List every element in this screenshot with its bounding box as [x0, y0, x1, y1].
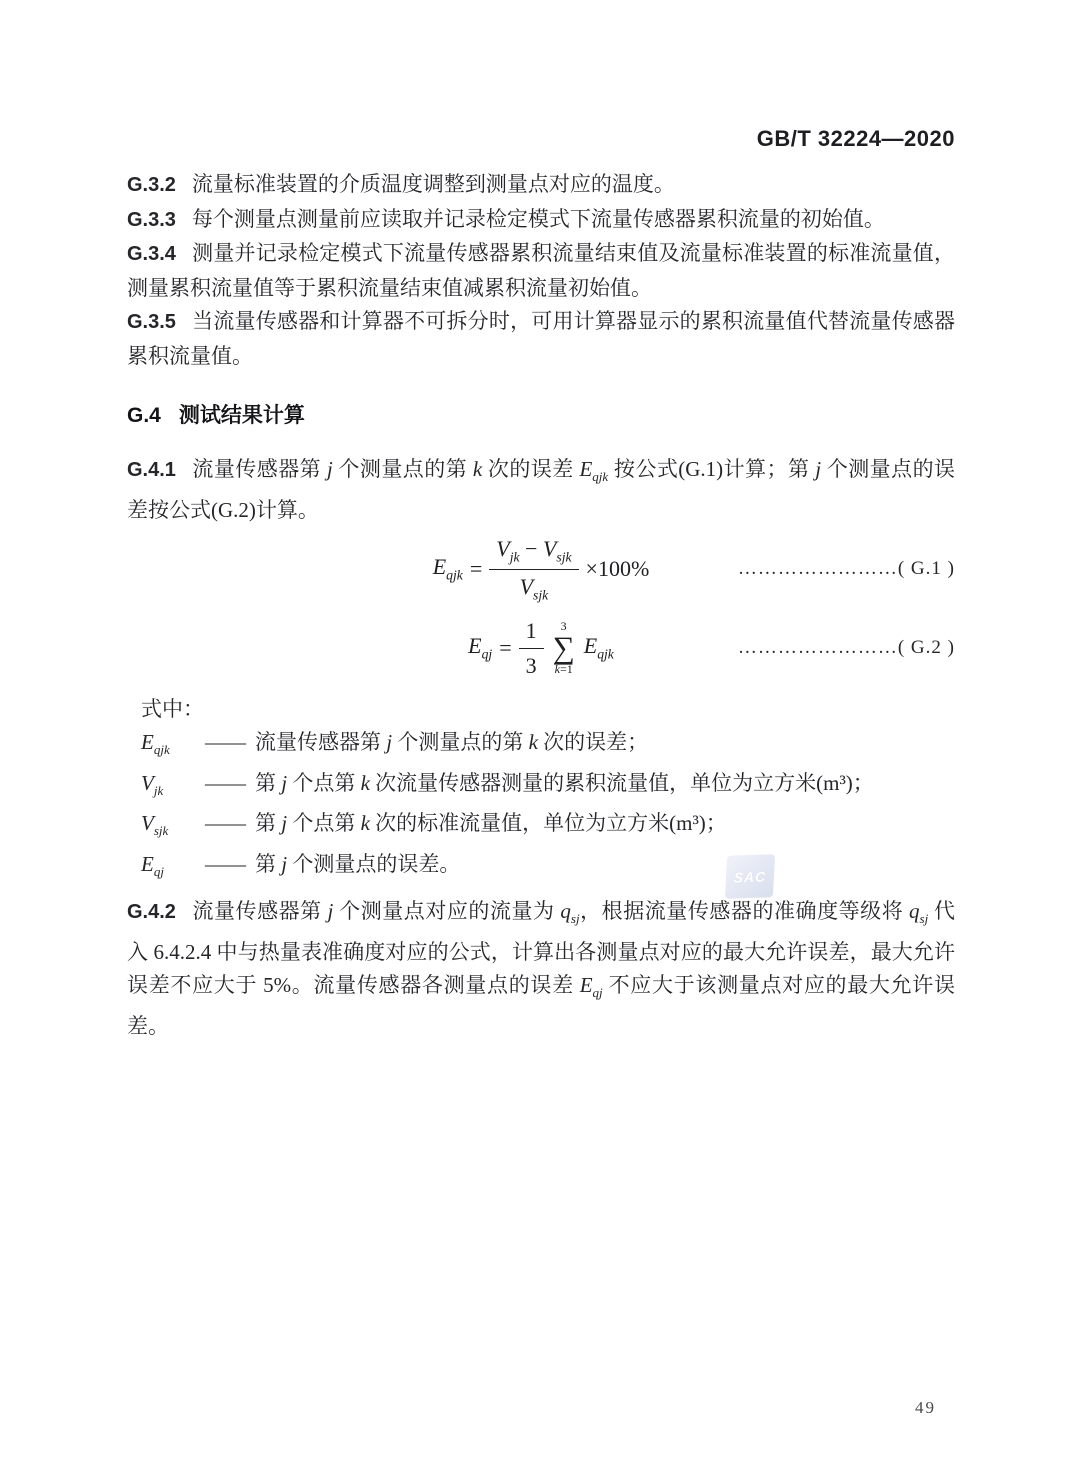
clause-text: 不应大于该测量点对应的最大允许误差。 [127, 973, 955, 1038]
definition-vjk [127, 767, 955, 808]
definition-eqjk [127, 726, 955, 767]
section-heading-g4 [127, 399, 955, 429]
var-E: E [432, 554, 447, 580]
definition-symbol [141, 726, 205, 767]
equals-sign: = [499, 635, 512, 661]
clause-g32 [127, 168, 955, 203]
clause-number: G.3.4 [127, 243, 176, 265]
definition-symbol [141, 807, 205, 848]
var-subscript: qjk [153, 742, 170, 758]
formula-g2-leader [738, 637, 955, 659]
sum-upper-bound: 3 [560, 619, 567, 634]
formula-g1-leader [738, 558, 955, 580]
where-label: 式中： [141, 697, 204, 722]
formula-g1-math [433, 535, 650, 603]
var-E: E [579, 457, 593, 481]
var-j: j [386, 730, 393, 755]
sac-watermark-label: SAC [733, 867, 767, 886]
var-j: j [326, 457, 333, 481]
sac-watermark-icon [725, 854, 775, 899]
var-subscript: sjk [533, 587, 549, 603]
clause-text: 按公式(G.1)计算；第 [608, 457, 816, 481]
var-subscript: qj [592, 985, 603, 1001]
standard-number-header: GB/T 32224—2020 [756, 126, 955, 151]
fraction [519, 617, 544, 679]
definition-text-part: 第 [255, 811, 282, 836]
definition-text-part: 流量传感器第 [255, 730, 387, 755]
var-E: E [141, 852, 154, 877]
clause-number: G.3.2 [127, 174, 176, 196]
equals-sign: = [469, 556, 483, 582]
dot-leader: …………………… [737, 637, 898, 659]
section-number: G.4 [127, 404, 161, 427]
sum-lower-bound [555, 663, 573, 676]
definition-text-part: 第 [255, 852, 282, 877]
fraction-denominator [489, 570, 578, 603]
definition-vsjk [127, 807, 955, 848]
definition-symbol [141, 767, 205, 808]
var-k: k [554, 661, 560, 676]
definition-text [255, 726, 955, 767]
formula-g1 [127, 535, 955, 603]
definition-eqj [127, 848, 955, 889]
clause-g41 [127, 453, 955, 527]
definition-dash: —— [205, 852, 245, 877]
var-subscript: qj [153, 864, 164, 880]
formula-g2 [127, 617, 955, 679]
definition-dash: —— [205, 730, 245, 755]
definition-text-part: 个点第 [287, 770, 361, 795]
clause-text: 流量传感器第 [191, 457, 327, 481]
clause-g35 [127, 305, 955, 373]
var-E: E [583, 633, 598, 659]
section-title: 测试结果计算 [178, 404, 305, 427]
var-q: q [909, 898, 920, 923]
definition-text [255, 807, 955, 848]
formula-label: ( G.2 ) [897, 637, 955, 659]
definition-text-part: 次的误差； [537, 730, 649, 755]
clause-text: 个测量点对应的流量为 [333, 898, 561, 923]
clause-text: 个测量点的第 [332, 457, 473, 481]
var-E: E [468, 633, 482, 659]
definition-text-part: 第 [255, 770, 282, 795]
clause-text: 代入 6.4.2.4 中与热量表准确度对应的公式，计算出各测量点对应的最大允许误差，最大允许误差不应大于 5%。流量传感器各测量点的误差 [127, 898, 956, 997]
formula-g2-math [468, 617, 614, 679]
clause-g42 [127, 895, 955, 1043]
fraction-denominator: 3 [525, 652, 537, 678]
clause-text: 当流量传感器和计算器不可拆分时，可用计算器显示的累积流量值代替流量传感器累积流量值。 [127, 309, 955, 368]
definition-text-part: 次流量传感器测量的累积流量值，单位为立方米(m³)； [369, 770, 874, 795]
var-subscript: qjk [446, 567, 463, 583]
var-V: V [141, 770, 154, 795]
clause-g33 [127, 203, 955, 238]
var-q: q [560, 898, 571, 923]
var-j: j [327, 898, 334, 923]
var-j: j [281, 770, 288, 795]
formula-block [127, 535, 955, 679]
var-V: V [519, 573, 534, 599]
minus-sign: − [519, 536, 543, 562]
definition-dash: —— [205, 811, 245, 836]
var-k: k [360, 811, 370, 836]
clause-number: G.3.3 [127, 208, 176, 231]
clause-text: ，根据流量传感器的准确度等级将 [579, 898, 910, 923]
var-j: j [281, 852, 288, 877]
clause-number: G.3.5 [127, 311, 176, 333]
var-E: E [141, 730, 154, 755]
content-column [127, 0, 955, 1043]
equals-one: =1 [559, 661, 573, 676]
var-subscript: qjk [592, 469, 609, 485]
clause-text: 流量标准装置的介质温度调整到测量点对应的温度。 [191, 172, 675, 196]
definition-text-part: 个点第 [287, 811, 361, 836]
dot-leader: …………………… [737, 558, 898, 580]
var-subscript: jk [153, 782, 164, 798]
var-k: k [360, 770, 370, 795]
fraction [489, 535, 578, 603]
summation [553, 620, 575, 676]
definition-dash: —— [205, 770, 245, 795]
clause-text: 次的误差 [482, 457, 580, 481]
var-subscript: qjk [597, 646, 614, 662]
sigma-symbol: ∑ [552, 630, 575, 666]
definition-text-part: 次的标准流量值，单位为立方米(m³)； [369, 811, 727, 836]
formula-label: ( G.1 ) [897, 558, 955, 580]
var-j: j [281, 811, 288, 836]
fraction-numerator: 1 [519, 617, 544, 649]
definition-text [255, 767, 955, 808]
clause-g34 [127, 237, 955, 305]
times-100-percent: ×100% [585, 556, 650, 582]
clause-text: 流量传感器第 [191, 898, 328, 923]
var-subscript: qj [481, 646, 493, 662]
var-subscript: sjk [153, 823, 169, 839]
fraction-numerator [489, 535, 578, 569]
var-V: V [141, 811, 154, 836]
clause-number: G.4.2 [127, 900, 176, 923]
clause-number: G.4.1 [127, 459, 176, 481]
clause-text: 测量并记录检定模式下流量传感器累积流量结束值及流量标准装置的标准流量值，测量累积流量值等于累积流量结束值减累积流量初始值。 [127, 241, 955, 300]
var-V: V [496, 536, 510, 562]
var-E: E [579, 973, 593, 997]
var-subscript: sj [570, 911, 580, 926]
page-number: 49 [915, 1398, 936, 1417]
var-subscript: jk [509, 549, 520, 565]
var-k: k [528, 730, 538, 755]
clause-text: 个测量点的误差按公式(G.2)计算。 [127, 457, 956, 522]
definition-text-part: 个测量点的第 [392, 730, 529, 755]
definition-symbol [141, 848, 205, 889]
var-k: k [472, 457, 483, 481]
var-j: j [815, 457, 822, 481]
var-subscript: sjk [556, 549, 572, 565]
definition-text-part: 个测量点的误差。 [287, 852, 461, 877]
clause-text: 每个测量点测量前应读取并记录检定模式下流量传感器累积流量的初始值。 [191, 206, 885, 231]
var-subscript: sj [919, 911, 929, 926]
definition-text [255, 848, 955, 889]
var-V: V [542, 536, 557, 562]
